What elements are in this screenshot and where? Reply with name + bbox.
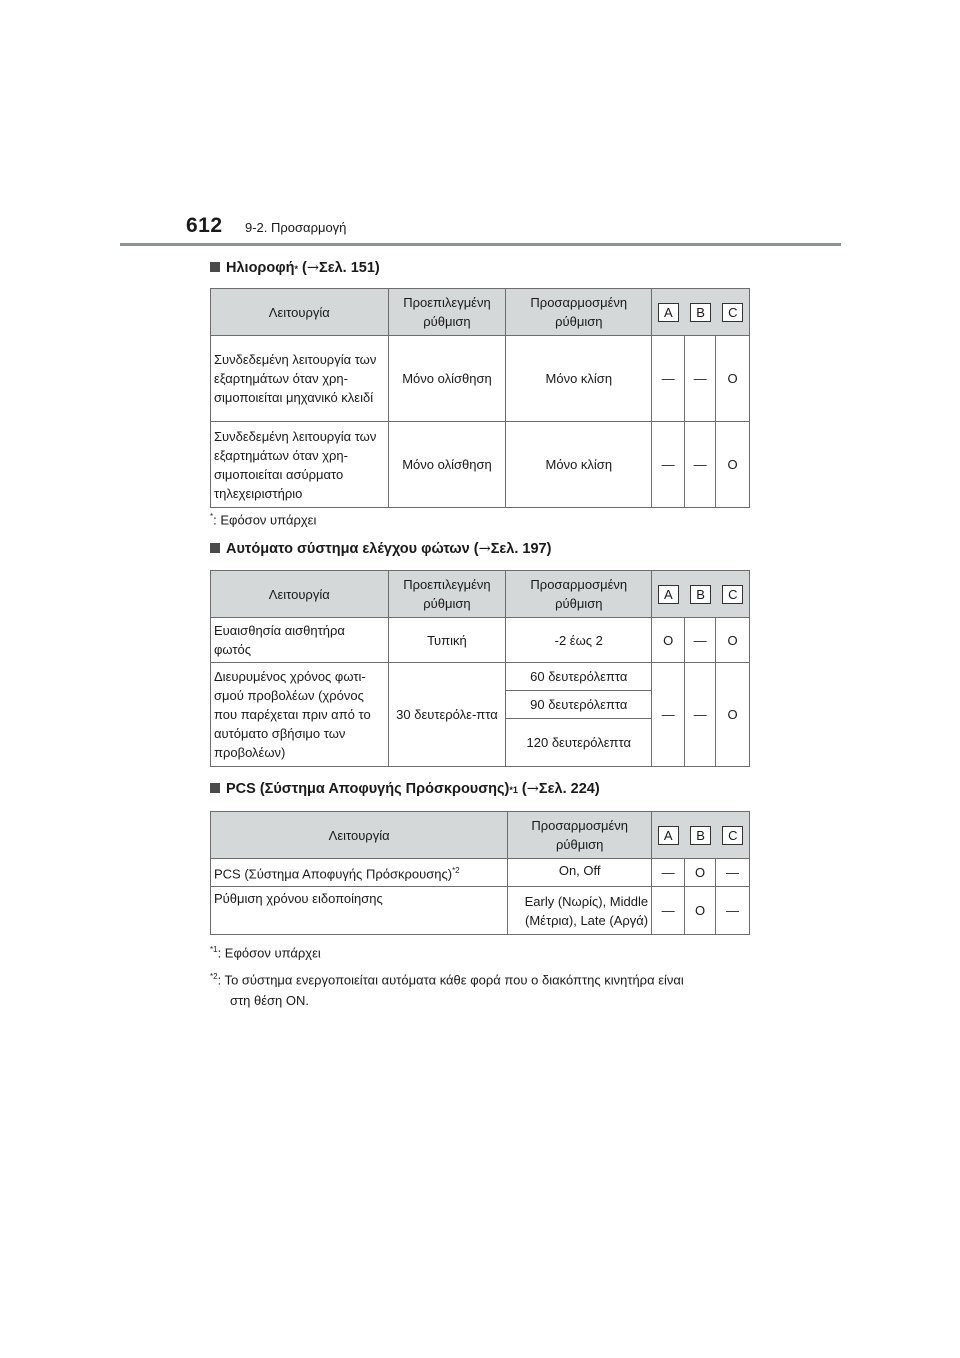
footnote-text: : Το σύστημα ενεργοποιείται αυτόματα κάθε φορά που ο διακόπτης κινητήρα είναι	[217, 972, 684, 988]
page-reference: Σελ. 197	[490, 541, 547, 557]
pcs-table	[210, 811, 750, 935]
cell-b: —	[685, 422, 716, 508]
arrow-right-icon: →	[478, 541, 491, 557]
section-title-auto-lights: Αυτόματο σύστημα ελέγχου φώτων ( → Σελ. 197 )	[210, 541, 551, 557]
badge-b: B	[690, 585, 711, 604]
footnote	[210, 512, 316, 527]
footnote-mark: *2	[452, 866, 460, 875]
cell-b: —	[685, 618, 716, 663]
cell-b: —	[685, 336, 716, 422]
cell-b: O	[685, 859, 716, 887]
header-function: Λειτουργία	[211, 812, 508, 859]
cell-c: O	[716, 422, 750, 508]
bullet-square-icon	[210, 543, 220, 553]
cell-c: —	[716, 859, 750, 887]
cell-c: O	[716, 618, 750, 663]
sunroof-table	[210, 288, 750, 508]
footnote	[210, 940, 755, 963]
cell-a: —	[652, 422, 685, 508]
section-title-text: Ηλιοροφή	[226, 260, 295, 276]
table-row	[211, 336, 750, 422]
header-default: Προεπιλεγμένη ρύθμιση	[388, 571, 506, 618]
header-custom: Προσαρμοσμένη ρύθμιση	[508, 812, 652, 859]
footnote-mark: *1	[210, 945, 218, 954]
cell-function	[211, 859, 508, 887]
arrow-right-icon: →	[526, 781, 539, 797]
section-title-text: Αυτόματο σύστημα ελέγχου φώτων	[226, 541, 470, 557]
cell-custom: Μόνο κλίση	[506, 336, 652, 422]
cell-custom: Early (Νωρίς), Middle (Μέτρια), Late (Αργά)	[508, 887, 652, 935]
footnote-mark: *	[210, 512, 214, 521]
badge-a: A	[658, 826, 679, 845]
bullet-square-icon	[210, 783, 220, 793]
page-reference: Σελ. 151	[319, 260, 375, 276]
cell-custom: -2 έως 2	[506, 618, 652, 663]
cell-function: Συνδεδεμένη λειτουργία των εξαρτημάτων όταν χρη-σιμοποιείται μηχανικό κλειδί	[211, 336, 389, 422]
badge-b: B	[690, 826, 711, 845]
table-row	[211, 422, 750, 508]
cell-c: O	[716, 663, 750, 767]
cell-a: O	[652, 618, 685, 663]
cell-custom: 90 δευτερόλεπτα	[506, 691, 652, 719]
cell-a: —	[652, 336, 685, 422]
auto-lights-table	[210, 570, 750, 767]
cell-c: O	[716, 336, 750, 422]
cell-custom: On, Off	[508, 859, 652, 887]
cell-default: Μόνο ολίσθηση	[388, 422, 506, 508]
table-row	[211, 663, 750, 691]
table-header-row	[211, 812, 750, 859]
footnote-text: : Εφόσον υπάρχει	[213, 512, 317, 528]
chapter-title: 9-2. Προσαρμογή	[245, 220, 347, 235]
badge-c: C	[722, 303, 743, 322]
cell-a: —	[652, 663, 685, 767]
page-number: 612	[186, 214, 223, 237]
cell-b: —	[685, 663, 716, 767]
page-reference: Σελ. 224	[538, 781, 595, 797]
header-function: Λειτουργία	[211, 289, 389, 336]
cell-b: O	[685, 887, 716, 935]
header-divider	[120, 243, 841, 246]
badge-a: A	[658, 303, 679, 322]
footnote-mark: *2	[210, 972, 218, 982]
cell-function: Διευρυμένος χρόνος φωτι-σμού προβολέων (χρόνος που παρέχεται πριν από το αυτόματο σβήσιμο των προβολέων)	[211, 663, 389, 767]
footnote-continuation: στη θέση ON.	[230, 992, 310, 1008]
cell-c: —	[716, 887, 750, 935]
header-custom: Προσαρμοσμένη ρύθμιση	[506, 289, 652, 336]
header-abc	[652, 812, 750, 859]
footnote	[210, 967, 755, 1010]
cell-custom: 60 δευτερόλεπτα	[506, 663, 652, 691]
cell-default: Μόνο ολίσθηση	[388, 336, 506, 422]
table-header-row	[211, 571, 750, 618]
header-default: Προεπιλεγμένη ρύθμιση	[388, 289, 506, 336]
cell-default: 30 δευτερόλε-πτα	[388, 663, 506, 767]
footnote-text: : Εφόσον υπάρχει	[217, 945, 321, 961]
badge-a: A	[658, 585, 679, 604]
cell-default: Τυπική	[388, 618, 506, 663]
footnote-mark: *	[294, 264, 298, 274]
table-header-row	[211, 289, 750, 336]
table-row	[211, 618, 750, 663]
badge-c: C	[722, 585, 743, 604]
table-row	[211, 887, 750, 935]
table-row	[211, 859, 750, 887]
header-abc	[652, 571, 750, 618]
header-function: Λειτουργία	[211, 571, 389, 618]
cell-function: Συνδεδεμένη λειτουργία των εξαρτημάτων όταν χρη-σιμοποιείται ασύρματο τηλεχειριστήριο	[211, 422, 389, 508]
cell-a: —	[652, 887, 685, 935]
cell-function: Ρύθμιση χρόνου ειδοποίησης	[211, 887, 508, 935]
badge-c: C	[722, 826, 743, 845]
section-title-text: PCS (Σύστημα Αποφυγής Πρόσκρουσης)	[226, 781, 510, 797]
badge-b: B	[690, 303, 711, 322]
footnotes	[210, 940, 755, 1011]
footnote-mark: *1	[509, 785, 518, 795]
cell-custom: Μόνο κλίση	[506, 422, 652, 508]
cell-custom: 120 δευτερόλεπτα	[506, 719, 652, 767]
section-title-sunroof: Ηλιοροφή * ( → Σελ. 151 )	[210, 260, 380, 276]
section-title-pcs: PCS (Σύστημα Αποφυγής Πρόσκρουσης) *1 ( → Σελ. 224 )	[210, 781, 600, 797]
bullet-square-icon	[210, 262, 220, 272]
cell-function: Ευαισθησία αισθητήρα φωτός	[211, 618, 389, 663]
arrow-right-icon: →	[306, 260, 320, 276]
header-custom: Προσαρμοσμένη ρύθμιση	[506, 571, 652, 618]
cell-function-text: PCS (Σύστημα Αποφυγής Πρόσκρουσης)	[214, 866, 453, 882]
header-abc	[652, 289, 750, 336]
cell-a: —	[652, 859, 685, 887]
